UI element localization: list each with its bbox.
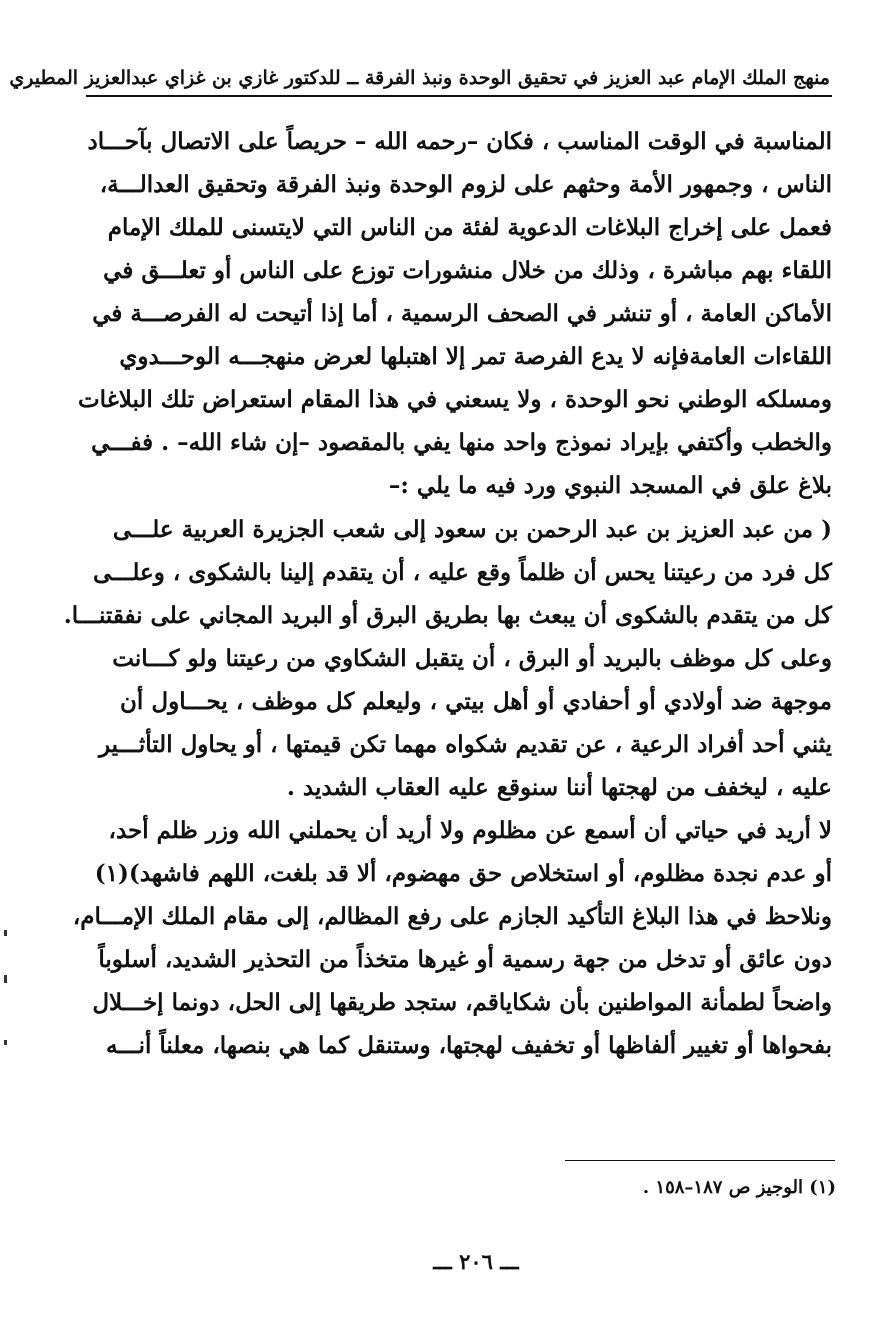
text-line: بلاغ علق في المسجد النبوي ورد فيه ما يلي :– bbox=[388, 472, 832, 499]
text-line: ونلاحظ في هذا البلاغ التأكيد الجازم على رفع المظالم، إلى مقام الملك الإمـــام، bbox=[72, 903, 832, 930]
scan-margin-mark bbox=[4, 930, 7, 936]
text-line: كل فرد من رعيتنا يحس أن ظلماً وقع عليه ، أن يتقدم إلينا بالشكوى ، وعلـــى bbox=[93, 559, 832, 586]
paragraph-quote bbox=[63, 508, 832, 809]
header-rule bbox=[86, 95, 832, 97]
running-header: منهج الملك الإمام عبد العزيز في تحقيق الوحدة ونبذ الفرقة ــ للدكتور غازي بن غزاي عبدالعزيز المطيري bbox=[9, 67, 830, 89]
text-line: اللقاءات العامةفإنه لا يدع الفرصة تمر إلا اهتبلها لعرض منهجـــه الوحـــدوي bbox=[119, 343, 832, 370]
text-line: ومسلكه الوطني نحو الوحدة ، ولا يسعني في هذا المقام استعراض تلك البلاغات bbox=[78, 386, 832, 413]
text-line: يثني أحد أفراد الرعية ، عن تقديم شكواه مهما تكن قيمتها ، أو يحاول التأثـــير bbox=[98, 731, 832, 758]
text-line: أو عدم نجدة مظلوم، أو استخلاص حق مهضوم، ألا قد بلغت، اللهم فاشهد)(١) bbox=[94, 860, 832, 887]
text-line: بفحواها أو تغيير ألفاظها أو تخفيف لهجتها، وستنقل كما هي بنصها، معلناً أنـــه bbox=[106, 1032, 832, 1059]
text-line: ( من عبد العزيز بن عبد الرحمن بن سعود إلى شعب الجزيرة العربية علـــى bbox=[112, 516, 832, 543]
paragraph-intro bbox=[78, 120, 832, 507]
footnote-rule bbox=[565, 1160, 835, 1161]
text-line: واضحاً لطمأنة المواطنين بأن شكاياقم، ستجد طريقها إلى الحل، دونما إخـــلال bbox=[92, 989, 832, 1016]
text-line: المناسبة في الوقت المناسب ، فكان –رحمه الله – حريصاً على الاتصال بآحـــاد bbox=[87, 128, 832, 155]
text-line: الناس ، وجمهور الأمة وحثهم على لزوم الوحدة ونبذ الفرقة وتحقيق العدالـــة، bbox=[99, 171, 832, 198]
body-text bbox=[63, 120, 832, 1067]
page-number: ـــ ٢٠٦ ـــ bbox=[433, 1249, 519, 1274]
text-line: والخطب وأكتفي بإيراد نموذج واحد منها يفي بالمقصود –إن شاء الله– . ففـــي bbox=[91, 429, 832, 456]
text-line: اللقاء بهم مباشرة ، وذلك من خلال منشورات توزع على الناس أو تعلـــق في bbox=[103, 257, 832, 284]
text-line: وعلى كل موظف بالبريد أو البرق ، أن يتقبل الشكاوي من رعيتنا ولو كـــانت bbox=[112, 645, 832, 672]
paragraph-analysis bbox=[72, 809, 832, 1067]
text-line: الأماكن العامة ، أو تنشر في الصحف الرسمية ، أما إذا أتيحت له الفرصـــة في bbox=[92, 300, 832, 327]
scan-margin-mark bbox=[4, 1040, 7, 1045]
text-line: دون عائق أو تدخل من جهة رسمية أو غيرها متخذاً من التحذير الشديد، أسلوباً bbox=[98, 946, 832, 973]
text-line: عليه ، ليخفف من لهجتها أننا سنوقع عليه العقاب الشديد . bbox=[286, 774, 832, 801]
text-line: فعمل على إخراج البلاغات الدعوية لفئة من الناس التي لايتسنى للملك الإمام bbox=[107, 214, 832, 241]
text-line: موجهة ضد أولادي أو أحفادي أو أهل بيتي ، وليعلم كل موظف ، يحـــاول أن bbox=[120, 688, 832, 715]
text-line: كل من يتقدم بالشكوى أن يبعث بها بطريق البرق أو البريد المجاني على نفقتنـــا. bbox=[63, 602, 832, 629]
scan-margin-mark bbox=[4, 975, 7, 983]
footnote: (١) الوجيز ص ١٨٧–١٥٨ . bbox=[642, 1177, 836, 1198]
text-line: لا أريد في حياتي أن أسمع عن مظلوم ولا أريد أن يحملني الله وزر ظلم أحد، bbox=[108, 817, 832, 844]
